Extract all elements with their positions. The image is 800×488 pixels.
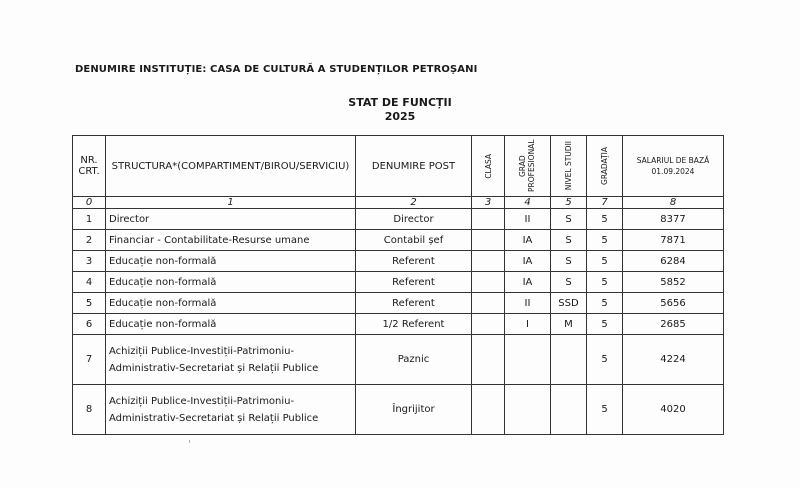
col-header-post: DENUMIRE POST [356,136,472,197]
cell-grad: IA [505,251,551,272]
cell-clasa [472,272,505,293]
cell-studii: S [551,230,587,251]
cell-structura: Educație non-formală [106,314,356,335]
cell-clasa [472,335,505,385]
cell-salariu: 8377 [623,209,724,230]
cell-studii [551,335,587,385]
cell-clasa [472,209,505,230]
cell-post: Îngrijitor [356,385,472,435]
col-header-clasa-label: CLASA [483,153,493,179]
cell-gradatia: 5 [587,230,623,251]
cell-nr: 7 [73,335,106,385]
col-header-nr: NR. CRT. [73,136,106,197]
cell-structura: Financiar - Contabilitate-Resurse umane [106,230,356,251]
index-cell: 5 [551,197,587,209]
scan-mark [189,440,190,443]
cell-post: Director [356,209,472,230]
cell-studii: SSD [551,293,587,314]
cell-clasa [472,251,505,272]
cell-gradatia: 5 [587,314,623,335]
cell-studii [551,385,587,435]
col-header-salariu [623,136,724,197]
institution-name: DENUMIRE INSTITUȚIE: CASA DE CULTURĂ A STUDENȚILOR PETROȘANI [75,64,478,75]
col-header-gradatia-label: GRADAȚIA [600,147,609,185]
cell-salariu: 4020 [623,385,724,435]
cell-salariu: 4224 [623,335,724,385]
cell-clasa [472,314,505,335]
table-index-row [73,197,724,209]
table-row [73,209,724,230]
col-header-gradatia [587,136,623,197]
cell-salariu: 7871 [623,230,724,251]
index-cell: 0 [73,197,106,209]
cell-post: Referent [356,251,472,272]
col-header-clasa [472,136,505,197]
cell-structura: Educație non-formală [106,272,356,293]
cell-salariu: 2685 [623,314,724,335]
cell-clasa [472,230,505,251]
table-row [73,385,724,435]
index-cell: 7 [587,197,623,209]
table-row [73,335,724,385]
cell-salariu: 6284 [623,251,724,272]
cell-structura: Director [106,209,356,230]
cell-post: Contabil șef [356,230,472,251]
table-row [73,293,724,314]
cell-salariu: 5852 [623,272,724,293]
cell-grad: I [505,314,551,335]
cell-clasa [472,293,505,314]
cell-structura: Achiziții Publice-Investiții-Patrimoniu-Administrativ-Secretariat și Relații Publice [106,335,356,385]
col-header-salariu-label: SALARIUL DE BAZĂ 01.09.2024 [636,156,710,176]
title-text: STAT DE FUNCȚII [348,96,452,109]
index-cell: 8 [623,197,724,209]
cell-post: 1/2 Referent [356,314,472,335]
cell-structura: Educație non-formală [106,293,356,314]
index-cell: 4 [505,197,551,209]
col-header-studii-label: NIVEL STUDII [564,141,573,191]
cell-nr: 3 [73,251,106,272]
col-header-grad-label: GRAD PROFESIONAL [517,139,536,193]
cell-clasa [472,385,505,435]
cell-grad: IA [505,272,551,293]
cell-grad: II [505,209,551,230]
cell-grad [505,335,551,385]
cell-grad [505,385,551,435]
cell-gradatia: 5 [587,335,623,385]
cell-nr: 1 [73,209,106,230]
cell-salariu: 5656 [623,293,724,314]
cell-studii: M [551,314,587,335]
index-cell: 3 [472,197,505,209]
col-header-structura: STRUCTURA*(COMPARTIMENT/BIROU/SERVICIU) [106,136,356,197]
cell-post: Referent [356,293,472,314]
table-row [73,314,724,335]
cell-grad: II [505,293,551,314]
col-header-grad [505,136,551,197]
table-row [73,251,724,272]
cell-nr: 2 [73,230,106,251]
table-row [73,230,724,251]
cell-nr: 5 [73,293,106,314]
cell-structura: Achiziții Publice-Investiții-Patrimoniu-Administrativ-Secretariat și Relații Publice [106,385,356,435]
cell-structura: Educație non-formală [106,251,356,272]
cell-nr: 8 [73,385,106,435]
document-title [0,96,800,124]
cell-studii: S [551,209,587,230]
cell-gradatia: 5 [587,385,623,435]
table-row [73,272,724,293]
cell-post: Paznic [356,335,472,385]
cell-gradatia: 5 [587,251,623,272]
cell-gradatia: 5 [587,209,623,230]
cell-nr: 4 [73,272,106,293]
index-cell: 1 [106,197,356,209]
cell-grad: IA [505,230,551,251]
cell-gradatia: 5 [587,293,623,314]
table-header-row [73,136,724,197]
cell-post: Referent [356,272,472,293]
cell-studii: S [551,272,587,293]
title-year: 2025 [384,110,416,123]
index-cell: 2 [356,197,472,209]
col-header-studii [551,136,587,197]
cell-studii: S [551,251,587,272]
staff-table [72,135,724,435]
cell-nr: 6 [73,314,106,335]
cell-gradatia: 5 [587,272,623,293]
